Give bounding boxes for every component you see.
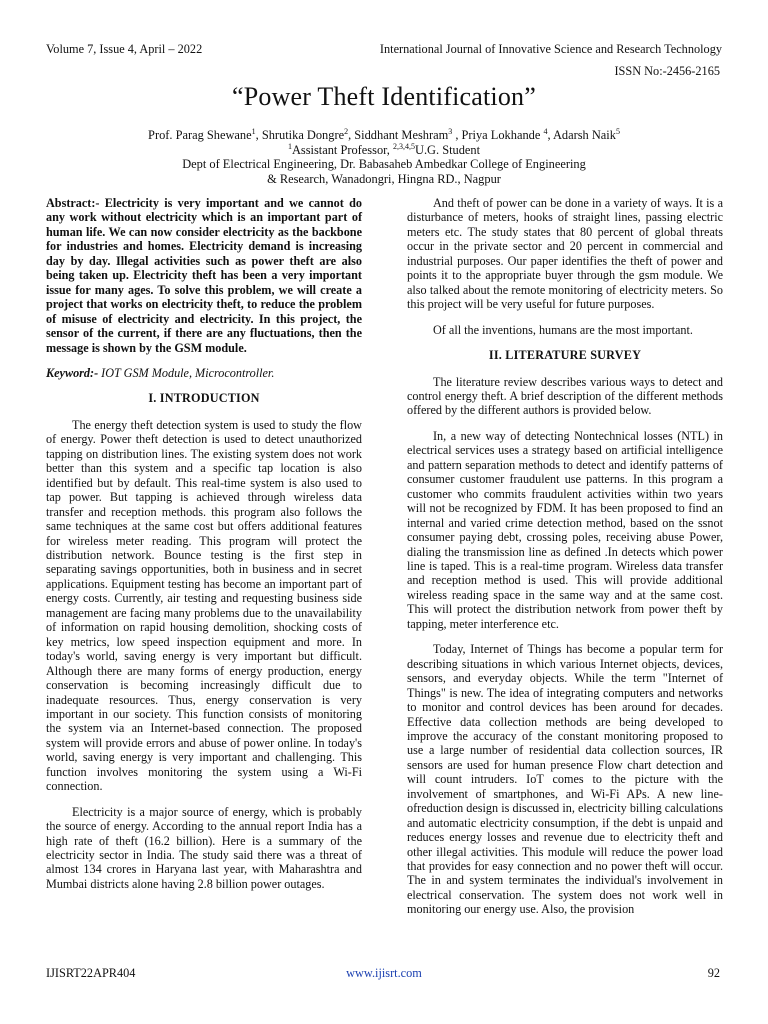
abstract: Abstract:- Electricity is very important and we cannot do any work without electricity which is an important part of human life. We can now consider electricity as the backbone for industries and homes. Electricity demand is increasing day by day. Illegal activities such as power theft are also being taken up. Electricity theft has been a very important issue for many ages. To solve this problem, we will create a project that works on electricity theft, to reduce the problem of misuse of electricity and electricity. In this project, the sensor of the current, if there are any fluctuations, then the message is shown by the GSM module. <box>46 196 362 355</box>
paragraph: In, a new way of detecting Nontechnical losses (NTL) in electrical services uses a strategy based on artificial intelligence and pattern separation methods to detect and identify patterns of consumer customer fraudulent use patterns. In this program a customer who commits fraudulent activities within two years will not be recognized by FDM. It has been proposed to find an internal and varied crime detection method, based on the ssnot consumer paying debt, crossing poles, receiving abuse Power, dialing the transmission line as defined .In detects which power line is taped. This is a real-time program. Wireless data transfer and reception method is used. This will provide additional wireless reading space in the same way and at the same cost. This will protect the distribution network from power theft by tapping, meter interference etc. <box>407 428 723 631</box>
keywords <box>46 366 362 380</box>
author-list: Prof. Parag Shewane$^1$, Shrutika Dongre$^2$, Siddhant Meshram$^3$ , Priya Lokhande $^4$, Adarsh Naik$^5$ <box>148 126 620 142</box>
volume-issue: Volume 7, Issue 4, April – 2022 <box>46 42 203 56</box>
role-text: Assistant Professor, <box>291 142 390 157</box>
role-sup: 2,3,4,5 <box>393 141 415 151</box>
paragraph: The literature review describes various ways to detect and control energy theft. A brief description of the different methods offered by the different authors is provided below. <box>407 374 723 418</box>
paragraph: Of all the inventions, humans are the most important. <box>433 322 693 337</box>
journal-website-link[interactable]: www.ijisrt.com <box>346 966 422 980</box>
journal-name: International Journal of Innovative Science and Research Technology <box>379 42 722 56</box>
paragraph: Today, Internet of Things has become a popular term for describing situations in which various Internet objects, devices, sensors, and everyday objects. While the term "Internet of Things" is new. The idea of integrating computers and networks to monitor and control devices has been around for decades. Effective data collection methods are being developed to improve the accuracy of the constant monitoring proposed to use a large number of residential data collection sources, IR sensors are used for human presence Flow chart detection and will count intruders. IoT comes to the picture with the involvement of smartphones, and Wi-Fi APs. A new line-ofreduction design is discussed in, electricity billing calculations and automatic electricity consumption, if the debt is unpaid and reduces energy losses and revenue due to electricity theft and other illegal activities. This module will reduce the power load that provides for easy connection and no power theft will occur. The in and system terminates the individual's involvement in electrical conservation. The system does not work well in monitoring our energy use. Also, the provision <box>407 642 723 917</box>
author-name: Priya Lokhande <box>461 128 541 142</box>
left-column <box>46 196 362 902</box>
paragraph: And theft of power can be done in a variety of ways. It is a disturbance of meters, hooks of straight lines, passing electric meters etc. The study states that 80 percent of global threats occur in the private sector and 20 percent in commercial and industrial purposes. Our paper identifies the theft of power and points it to the appropriate buyer through the gsm module. We also talked about the remote monitoring of electricity meters. So this project will be very useful for future purposes. <box>407 196 723 312</box>
affiliation-line: Dept of Electrical Engineering, Dr. Babasaheb Ambedkar College of Engineering <box>182 157 586 172</box>
author-sup: 1 <box>251 126 256 136</box>
issn: ISSN No:-2456-2165 <box>614 64 720 78</box>
author-sup: 3 <box>448 126 453 136</box>
paragraph: Electricity is a major source of energy, which is probably the source of energy. According to the annual report India has a high rate of theft (16.2 billion). Here is a summary of the electricity sector in India. The study said there was a threat of almost 134 crores in Haryana last year, with Maharashtra and Mumbai districts alone having 2.8 billion power outages. <box>46 804 362 891</box>
keyword-text: IOT GSM Module, Microcontroller. <box>98 365 275 380</box>
author-name: Adarsh Naik <box>552 128 616 142</box>
affiliation-line: & Research, Wanadongri, Hingna RD., Nagpur <box>267 171 501 186</box>
section-heading-literature-survey: II. LITERATURE SURVEY <box>488 348 642 363</box>
author-sup: 2 <box>344 126 349 136</box>
keyword-label: Keyword:- <box>46 365 99 380</box>
author-sup: 5 <box>615 126 620 136</box>
page-number: 92 <box>707 966 720 980</box>
role-sup: 1 <box>287 141 292 151</box>
role-text: U.G. Student <box>415 142 481 157</box>
paragraph: The energy theft detection system is used to study the flow of energy. Power theft detection is used to detect unauthorized tapping on distribution lines. The existing system does not work better than this system and a specific tap location is also identified but by default. This real-time system is also used to tap power. But tapping is achieved through wireless data transfer and reception methods. this program also follows the same techniques at the same cost but offers additional features for wireless meter reading. This program will protect the distribution network. Bounce testing is the first step in separating savings opportunities, both in business and in secret applications. Equipment testing has become an important part of energy costs. Currently, air testing and requesting business side management are facing many problems due to the unavailability of information on rapid housing demolition, shocking costs of key metrics, low speed inspection equipment and more. In today's world, saving energy is very important but difficult. Although there are many forms of energy production, energy conservation is becoming increasingly difficult due to inadequate resources. Thus, energy conservation is very important in our society. This function consists of monitoring the system via an Internet-based connection. The proposed system will provide errors and abuse of power online. In today's world, saving energy is very important and challenging. This function involves monitoring the system using a Wi-Fi connection. <box>46 417 362 794</box>
author-name: Siddhant Meshram <box>354 128 449 142</box>
section-heading-introduction: I. INTRODUCTION <box>148 391 260 406</box>
paper-code: IJISRT22APR404 <box>46 966 136 980</box>
paper-title: “Power Theft Identification” <box>231 82 536 111</box>
author-block <box>0 128 768 186</box>
right-column <box>407 196 723 928</box>
author-name: Shrutika Dongre <box>261 128 345 142</box>
author-roles <box>0 143 768 158</box>
author-sup: 4 <box>543 126 548 136</box>
author-name: Prof. Parag Shewane <box>148 128 252 142</box>
